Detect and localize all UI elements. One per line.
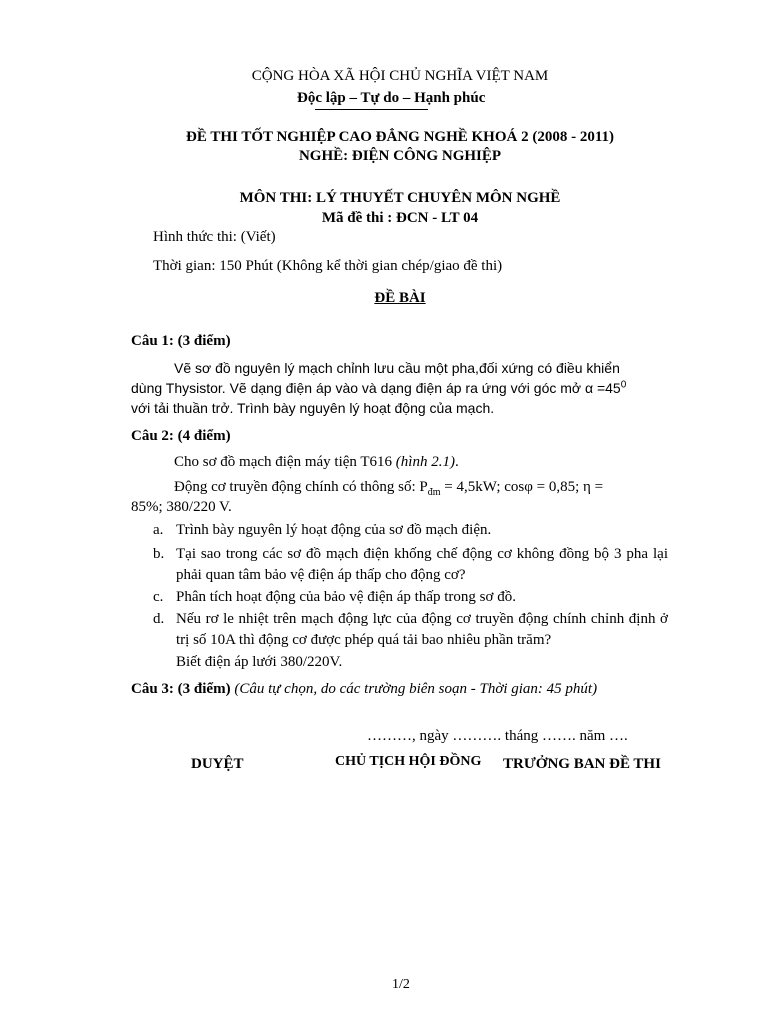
exam-subject: MÔN THI: LÝ THUYẾT CHUYÊN MÔN NGHỀ bbox=[239, 190, 561, 206]
q2-motor-sub: đm bbox=[427, 487, 441, 498]
q2-item-marker: b. bbox=[153, 546, 165, 562]
q2-item-d bbox=[153, 609, 668, 651]
q2-intro-end: . bbox=[454, 454, 459, 470]
q1-degree-sup: 0 bbox=[620, 379, 627, 391]
q2-item-c bbox=[153, 587, 668, 608]
motto-text: Độc lập – Tự do – Hạnh phúc bbox=[297, 90, 486, 106]
signature-approve: DUYỆT bbox=[191, 756, 244, 772]
q2-motor-line1 bbox=[174, 479, 603, 496]
exam-time: Thời gian: 150 Phút (Không kể thời gian chép/giao đề thi) bbox=[153, 258, 503, 274]
q2-item-b bbox=[153, 544, 668, 586]
q2-item-a bbox=[153, 520, 668, 541]
q2-motor-text-a: Động cơ truyền động chính có thông số: P bbox=[174, 479, 428, 495]
q2-item-text: Phân tích hoạt động của bảo vệ điện áp thấp trong sơ đồ. bbox=[176, 589, 516, 605]
exam-form: Hình thức thi: (Viết) bbox=[153, 229, 276, 245]
page-number: 1/2 bbox=[392, 977, 410, 992]
motto bbox=[297, 90, 485, 107]
motto-underline bbox=[315, 109, 428, 110]
q2-item-marker: d. bbox=[153, 611, 165, 627]
q3-line bbox=[131, 681, 597, 698]
q2-motor-line2: 85%; 380/220 V. bbox=[131, 499, 232, 515]
q1-line2-text: dùng Thysistor. Vẽ dạng điện áp vào và dạng điện áp ra ứng với góc mở α =45 bbox=[131, 380, 621, 396]
exam-code: Mã đề thi : ĐCN - LT 04 bbox=[321, 210, 479, 226]
q2-item-marker: c. bbox=[153, 589, 164, 605]
exam-heading: ĐỀ BÀI bbox=[374, 290, 426, 306]
signature-head-of-board: TRƯỞNG BAN ĐỀ THI bbox=[503, 756, 661, 772]
q1-label: Câu 1: (3 điểm) bbox=[131, 333, 231, 349]
q2-item-marker: a. bbox=[153, 522, 164, 538]
q2-item-text: Tại sao trong các sơ đồ mạch điện khống chế động cơ không đồng bộ 3 pha lại phải quan tâm bảo vệ điện áp thấp cho động cơ? bbox=[176, 546, 668, 583]
date-line: ………, ngày ………. tháng ……. năm …. bbox=[367, 728, 628, 744]
exam-title: ĐỀ THI TỐT NGHIỆP CAO ĐẲNG NGHỀ KHOÁ 2 (2008 - 2011) bbox=[186, 129, 614, 145]
q1-line2 bbox=[131, 380, 626, 396]
q2-motor-text-b: = 4,5kW; cosφ = 0,85; η = bbox=[440, 479, 604, 495]
republic-header: CỘNG HÒA XÃ HỘI CHỦ NGHĨA VIỆT NAM bbox=[251, 68, 549, 84]
q1-line3: với tải thuần trở. Trình bày nguyên lý hoạt động của mạch. bbox=[131, 400, 495, 416]
q3-note: (Câu tự chọn, do các trường biên soạn - Thời gian: 45 phút) bbox=[234, 681, 598, 697]
q2-item-text: Trình bày nguyên lý hoạt động của sơ đồ mạch điện. bbox=[176, 522, 492, 538]
q2-intro-text: Cho sơ đồ mạch điện máy tiện T616 bbox=[174, 454, 396, 470]
q2-note: Biết điện áp lưới 380/220V. bbox=[176, 654, 343, 670]
exam-trade: NGHỀ: ĐIỆN CÔNG NGHIỆP bbox=[298, 148, 502, 164]
q2-label: Câu 2: (4 điểm) bbox=[131, 428, 231, 444]
q1-line1: Vẽ sơ đồ nguyên lý mạch chỉnh lưu cầu một pha,đối xứng có điều khiển bbox=[174, 360, 620, 376]
signature-chairman: CHỦ TỊCH HỘI ĐỒNG bbox=[335, 754, 482, 769]
q2-figure-ref: (hình 2.1) bbox=[395, 454, 455, 470]
q3-label: Câu 3: (3 điểm) bbox=[131, 681, 231, 697]
q2-item-text: Nếu rơ le nhiệt trên mạch động lực của động cơ truyền động chính chỉnh định ở trị số 10A thì động cơ được phép quá tải bao nhiêu phần trăm? bbox=[176, 611, 668, 648]
q2-intro bbox=[174, 454, 459, 471]
